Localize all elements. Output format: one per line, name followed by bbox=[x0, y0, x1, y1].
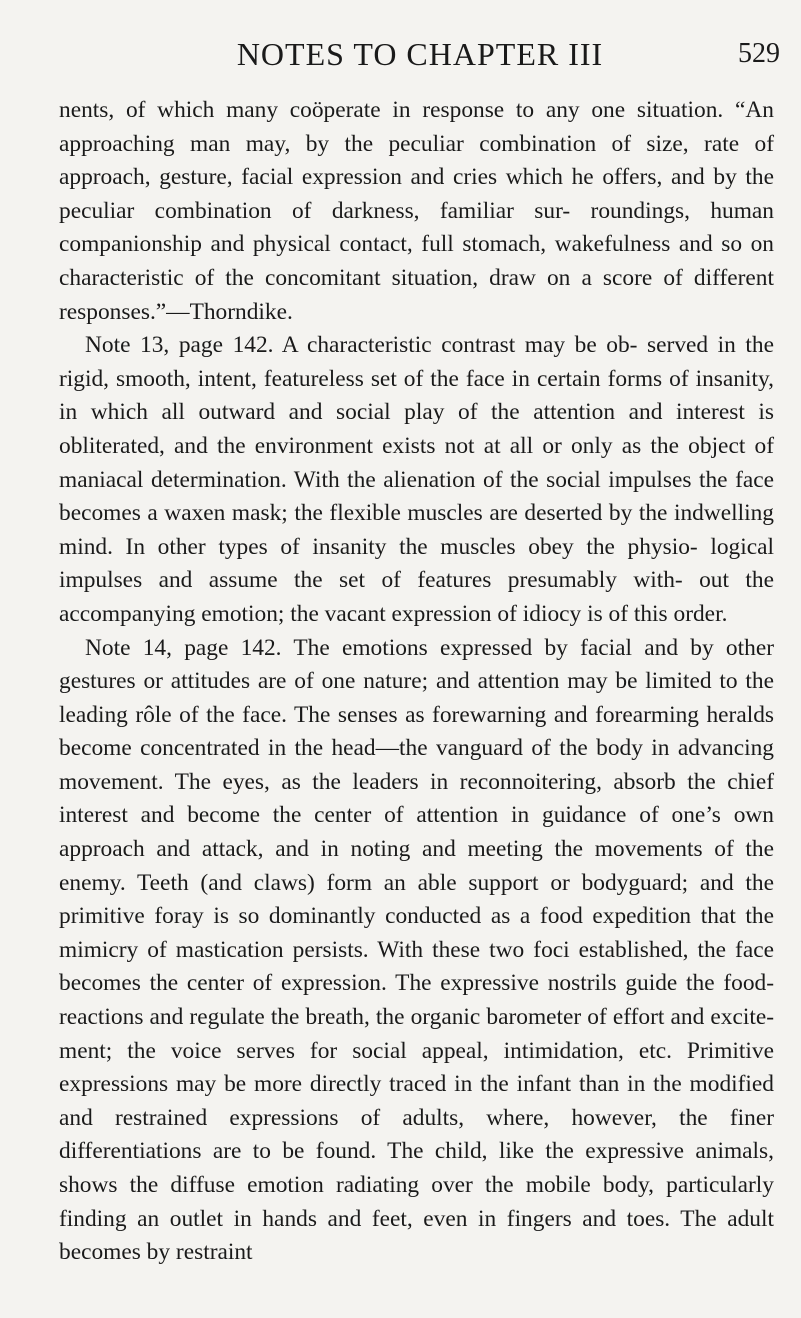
running-title: NOTES TO CHAPTER III bbox=[236, 36, 604, 72]
page-number: 529 bbox=[738, 38, 780, 69]
paragraph-note-14: Note 14, page 142. The emotions expressed by facial and by other gestures or attitudes are of one nature; and attention may be limited to the leading rôle of the face. The senses as forewarning and forearming heralds become concentrated in the head—the vanguard of the body in advancing movement. The eyes, as the leaders in reconnoitering, absorb the chief interest and become the center of attention in guidance of one’s own approach and attack, and in noting and meeting the movements of the enemy. Teeth (and claws) form an able support or bodyguard; and the primitive foray is so dominantly conducted as a food expedition that the mimicry of mastication persists. With these two foci established, the face becomes the center of expression. The expressive nostrils guide the food-reactions and regulate the breath, the organic barometer of effort and excite- ment; the voice serves for social appeal, intimidation, etc. Primitive expressions may be more directly traced in the infant than in the modified and restrained expressions of adults, where, however, the finer differentiations are to be found. The child, like the expressive animals, shows the diffuse emotion radiating over the mobile body, particularly finding an outlet in hands and feet, even in fingers and toes. The adult becomes by restraint bbox=[59, 634, 774, 1266]
paragraph-continuation: nents, of which many coöperate in response to any one situation. “An approaching man may, by the peculiar combination of size, rate of approach, gesture, facial expression and cries which he offers, and by the peculiar combination of darkness, familiar sur- roundings, human companionship and physical contact, full stomach, wakefulness and so on characteristic of the concomitant situation, draw on a score of different responses.”—Thorndike. bbox=[59, 97, 774, 325]
running-header bbox=[60, 30, 780, 70]
body-text bbox=[59, 94, 774, 1270]
paragraph-note-13: Note 13, page 142. A characteristic contrast may be ob- served in the rigid, smooth, intent, featureless set of the face in certain forms of insanity, in which all outward and social play of the attention and interest is obliterated, and the environment exists not at all or only as the object of maniacal determination. With the alienation of the social impulses the face becomes a waxen mask; the flexible muscles are deserted by the indwelling mind. In other types of insanity the muscles obey the physio- logical impulses and assume the set of features presumably with- out the accompanying emotion; the vacant expression of idiocy is of this order. bbox=[59, 332, 774, 627]
